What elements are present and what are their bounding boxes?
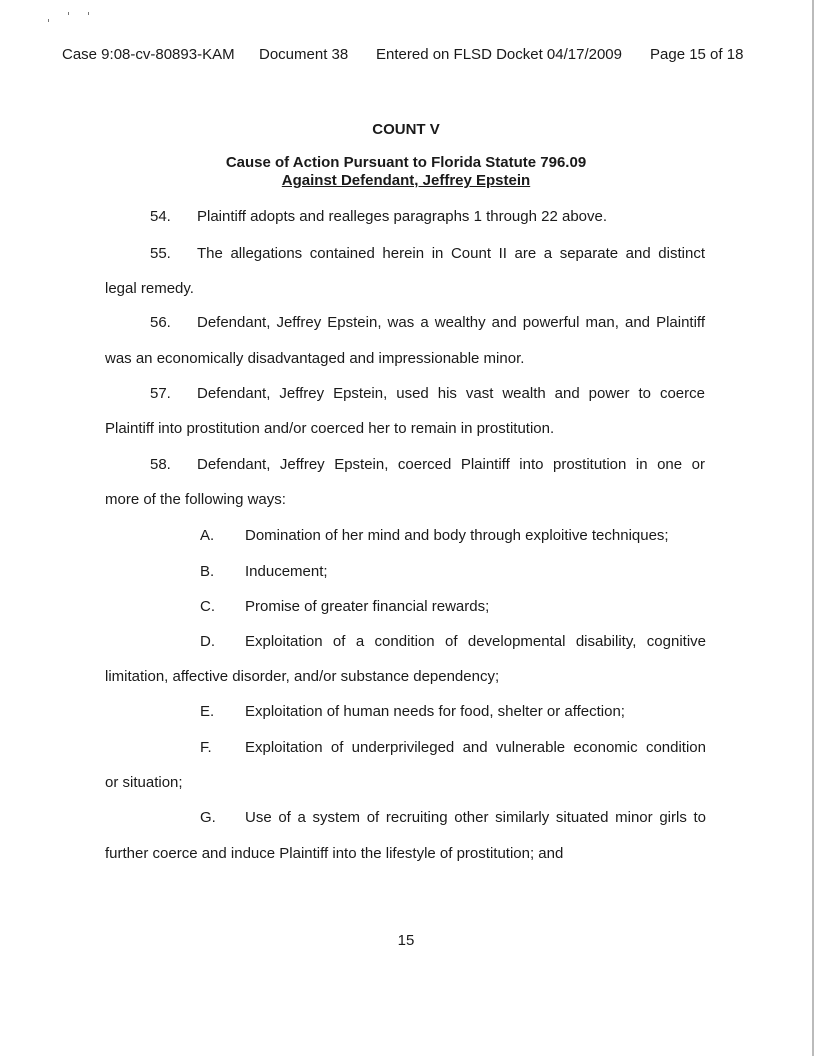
paragraph-number: 56. [150,314,171,331]
paragraph-text: Defendant, Jeffrey Epstein, was a wealthy and powerful man, and Plaintiff [197,314,705,331]
paragraph-text: Plaintiff adopts and realleges paragraphs 1 through 22 above. [197,208,608,225]
item-letter: F. [200,739,212,756]
paragraph-number: 58. [150,456,171,473]
paragraph-text: Plaintiff into prostitution and/or coerced her to remain in prostitution. [105,420,555,437]
entered-date: Entered on FLSD Docket 04/17/2009 [376,46,622,63]
item-text: Exploitation of human needs for food, shelter or affection; [245,703,625,720]
item-text: Exploitation of a condition of developmental disability, cognitive [245,633,706,650]
item-letter: D. [200,633,215,650]
item-text: or situation; [105,774,183,791]
page-number: 15 [397,932,415,949]
item-text: limitation, affective disorder, and/or substance dependency; [105,668,500,685]
heading-line1: Cause of Action Pursuant to Florida Statute 796.09 [225,154,587,171]
item-text: Inducement; [245,563,328,580]
item-text: Exploitation of underprivileged and vulnerable economic condition [245,739,706,756]
paragraph-text: The allegations contained herein in Count II are a separate and distinct [197,245,705,262]
paragraph-text: was an economically disadvantaged and impressionable minor. [105,350,525,367]
case-number: Case 9:08-cv-80893-KAM [62,46,235,63]
item-text: Promise of greater financial rewards; [245,598,490,615]
item-letter: C. [200,598,215,615]
scan-mark [48,19,49,22]
item-text: Use of a system of recruiting other similarly situated minor girls to [245,809,706,826]
paragraph-number: 55. [150,245,171,262]
scan-mark [88,12,89,15]
item-text: Domination of her mind and body through exploitive techniques; [245,527,669,544]
item-letter: E. [200,703,215,720]
page-edge [812,0,814,1056]
item-letter: A. [200,527,215,544]
paragraph-number: 57. [150,385,171,402]
scan-mark [68,12,69,15]
page-of: Page 15 of 18 [650,46,744,63]
item-text: further coerce and induce Plaintiff into the lifestyle of prostitution; and [105,845,564,862]
count-title: COUNT V [372,121,440,138]
paragraph-text: legal remedy. [105,280,194,297]
document-number: Document 38 [259,46,349,63]
paragraph-text: more of the following ways: [105,491,286,508]
item-letter: G. [200,809,216,826]
item-letter: B. [200,563,215,580]
paragraph-text: Defendant, Jeffrey Epstein, used his vast wealth and power to coerce [197,385,705,402]
heading-line2: Against Defendant, Jeffrey Epstein [281,172,531,189]
paragraph-text: Defendant, Jeffrey Epstein, coerced Plaintiff into prostitution in one or [197,456,705,473]
paragraph-number: 54. [150,208,171,225]
